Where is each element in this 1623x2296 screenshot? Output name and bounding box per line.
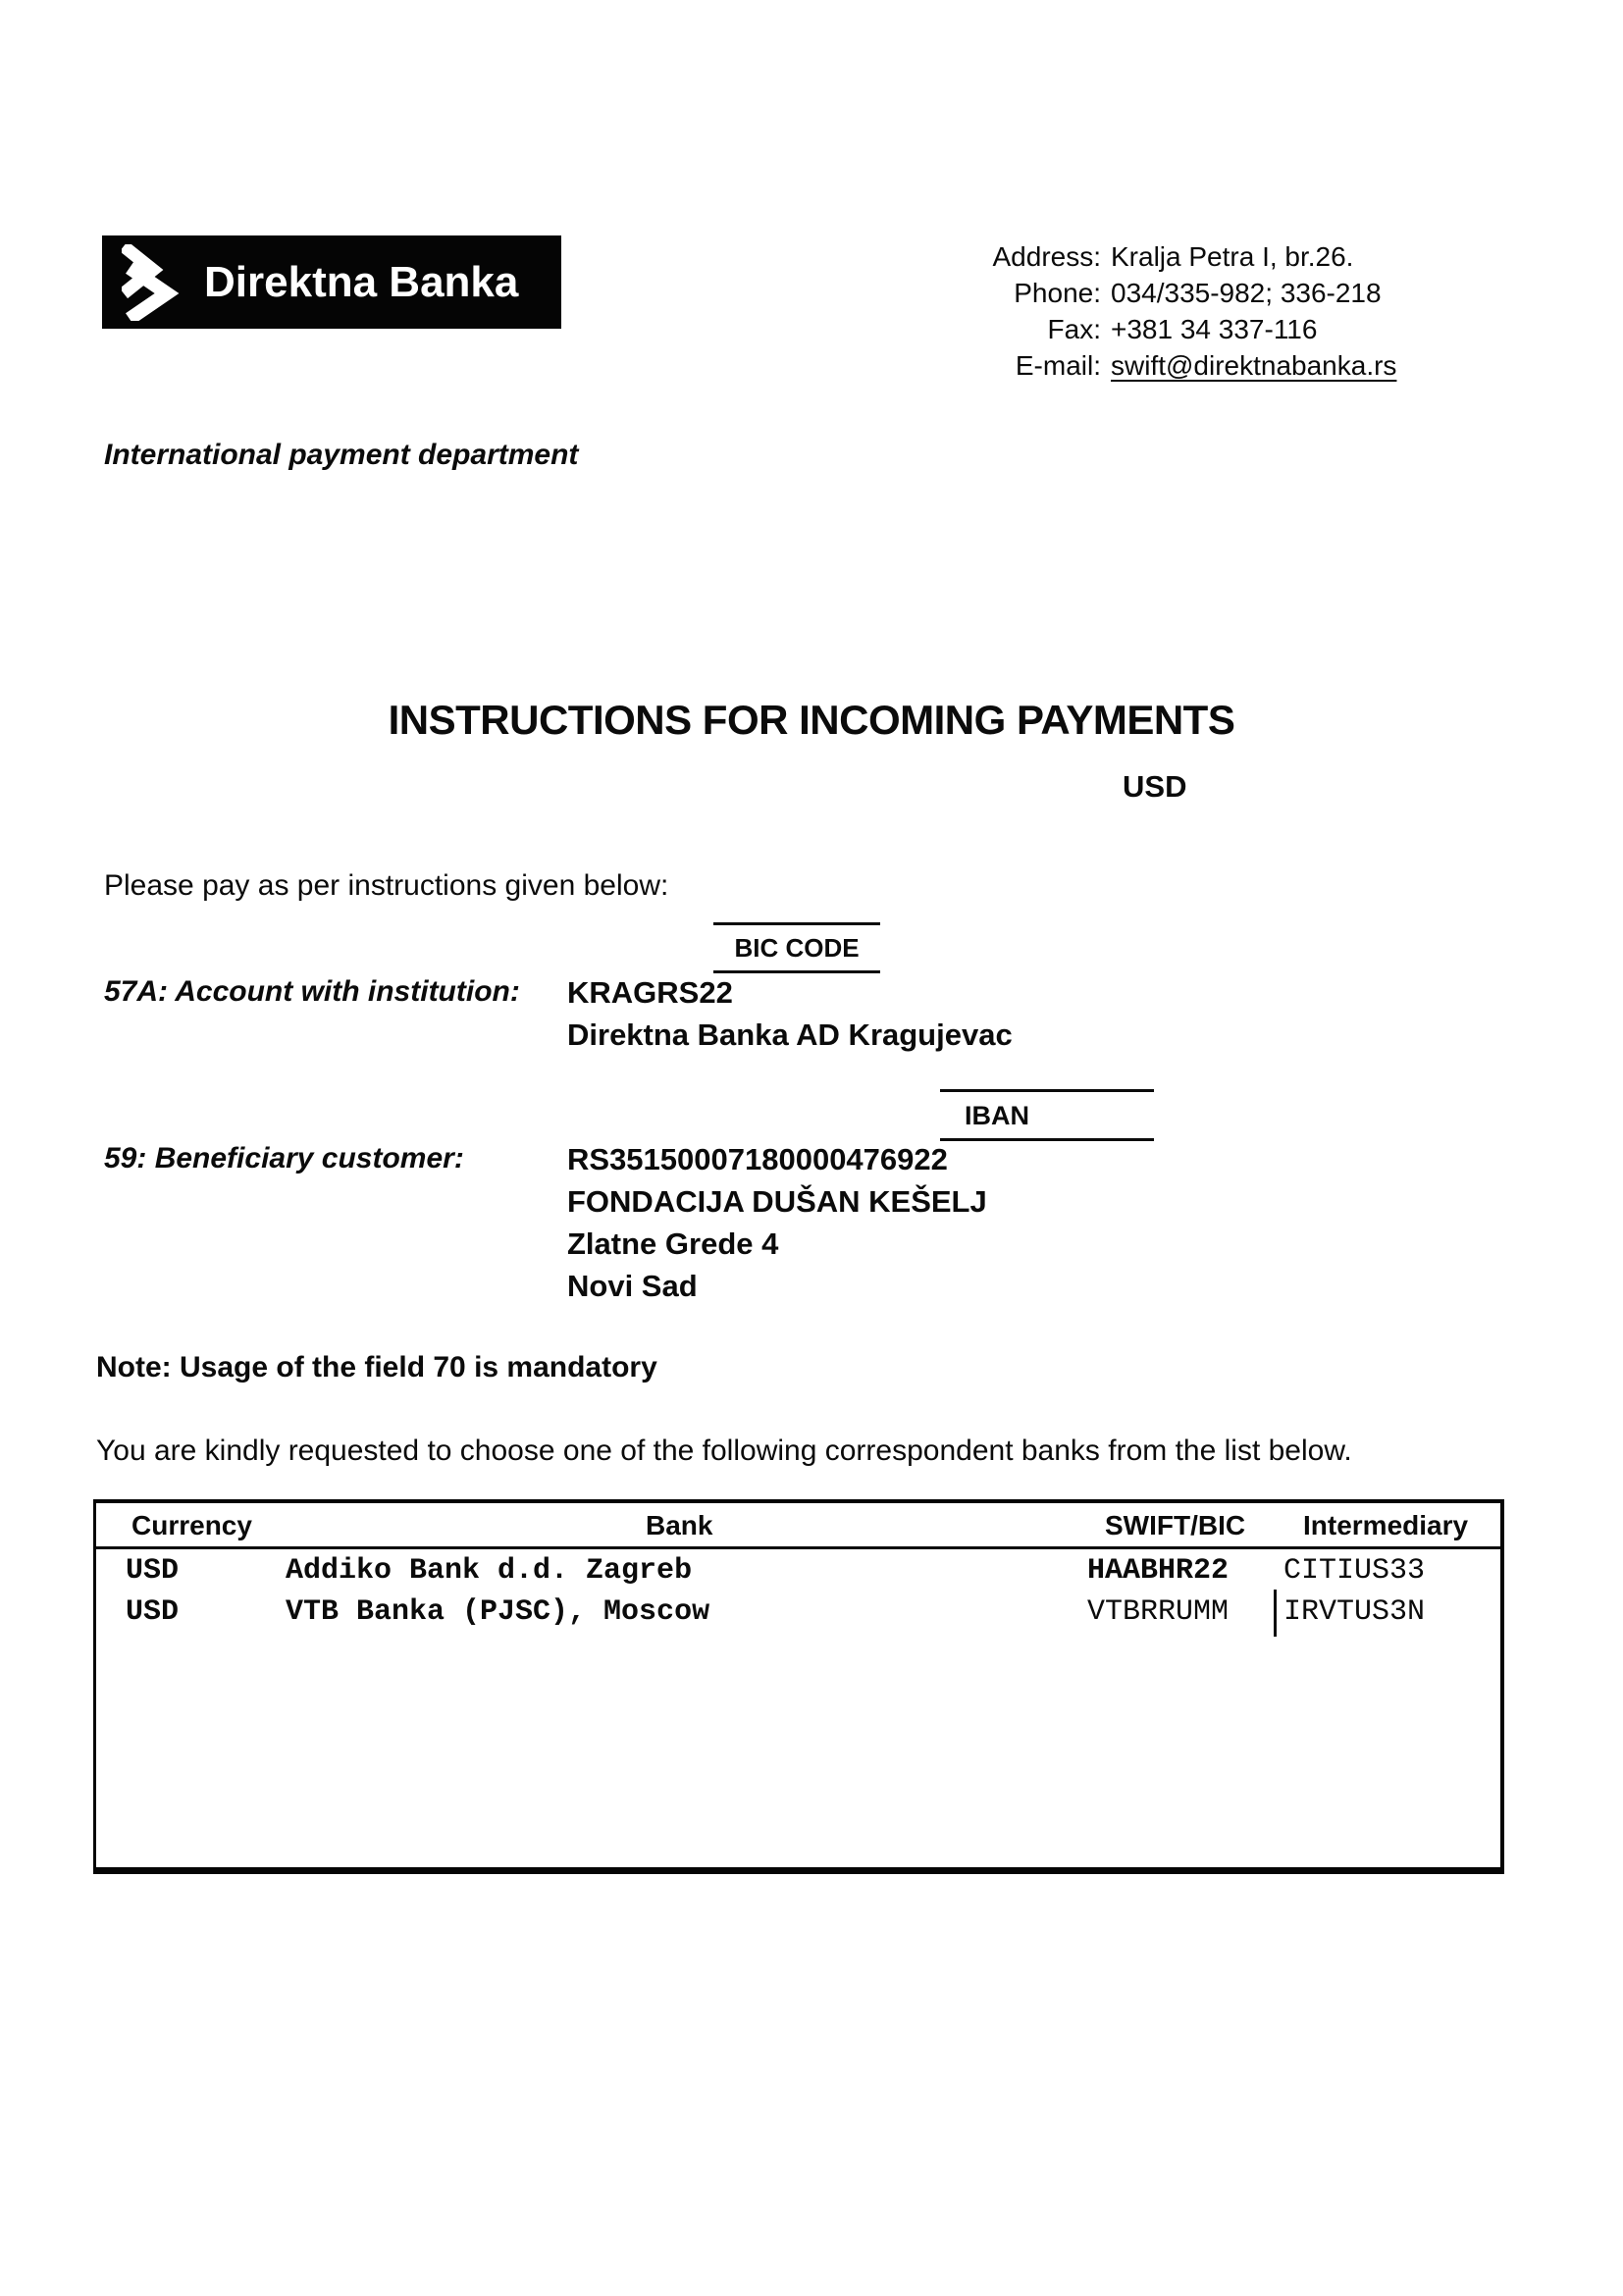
contact-line-email [922, 347, 1433, 384]
contact-label: Phone: [1014, 278, 1101, 308]
intro-text: Please pay as per instructions given below: [104, 869, 669, 902]
table-header-divider [96, 1546, 1500, 1549]
email-address: swift@direktnabanka.rs [1111, 350, 1397, 381]
department-title: International payment department [104, 439, 579, 471]
contact-label: E-mail: [1015, 350, 1101, 381]
cell-currency: USD [126, 1595, 180, 1629]
field-label-57a: 57A: Account with institution: [104, 975, 520, 1008]
contact-line-address [922, 238, 1433, 275]
iban-label: IBAN [940, 1089, 1154, 1141]
table-row [96, 1595, 1500, 1639]
note-text: Note: Usage of the field 70 is mandatory [96, 1351, 657, 1383]
table-header-swift-bic: SWIFT/BIC [1105, 1510, 1246, 1540]
cell-swift: VTBRRUMM [1087, 1595, 1230, 1629]
contact-value: 034/335-982; 336-218 [1111, 278, 1382, 308]
request-text: You are kindly requested to choose one of the following correspondent banks from the list below. [96, 1435, 1352, 1467]
field-label-59: 59: Beneficiary customer: [104, 1142, 464, 1174]
bic-code-label: BIC CODE [713, 922, 880, 973]
contact-label: Fax: [1047, 314, 1101, 344]
contact-line-phone [922, 275, 1433, 311]
contact-value: Kralja Petra I, br.26. [1111, 241, 1354, 272]
table-header-bank: Bank [646, 1510, 713, 1540]
page-title: INSTRUCTIONS FOR INCOMING PAYMENTS [388, 697, 1235, 743]
bic-value: KRAGRS22 [567, 975, 733, 1010]
double-chevron-right-icon [122, 244, 184, 321]
contact-value: +381 34 337-116 [1111, 314, 1318, 344]
beneficiary-street: Zlatne Grede 4 [567, 1226, 779, 1261]
correspondent-banks-table [93, 1499, 1504, 1874]
table-row [96, 1554, 1500, 1597]
beneficiary-city: Novi Sad [567, 1269, 698, 1303]
beneficiary-name: FONDACIJA DUŠAN KEŠELJ [567, 1184, 987, 1219]
contact-label: Address: [992, 241, 1101, 272]
contact-block [922, 238, 1433, 384]
intermediary-divider-mark [1274, 1590, 1277, 1637]
cell-bank: VTB Banka (PJSC), Moscow [286, 1595, 710, 1629]
cell-currency: USD [126, 1554, 180, 1588]
cell-intermediary: CITIUS33 [1283, 1554, 1426, 1588]
table-header-currency: Currency [131, 1510, 252, 1540]
table-header-intermediary: Intermediary [1303, 1510, 1469, 1540]
contact-line-fax [922, 311, 1433, 347]
iban-value: RS35150007180000476922 [567, 1142, 948, 1176]
cell-intermediary: IRVTUS3N [1283, 1595, 1426, 1629]
cell-swift: HAABHR22 [1087, 1554, 1230, 1588]
account-bank-name: Direktna Banka AD Kragujevac [567, 1018, 1013, 1052]
cell-bank: Addiko Bank d.d. Zagreb [286, 1554, 693, 1588]
bank-logo-text: Direktna Banka [204, 258, 519, 306]
currency-heading: USD [1123, 769, 1187, 804]
bank-logo [102, 235, 561, 329]
